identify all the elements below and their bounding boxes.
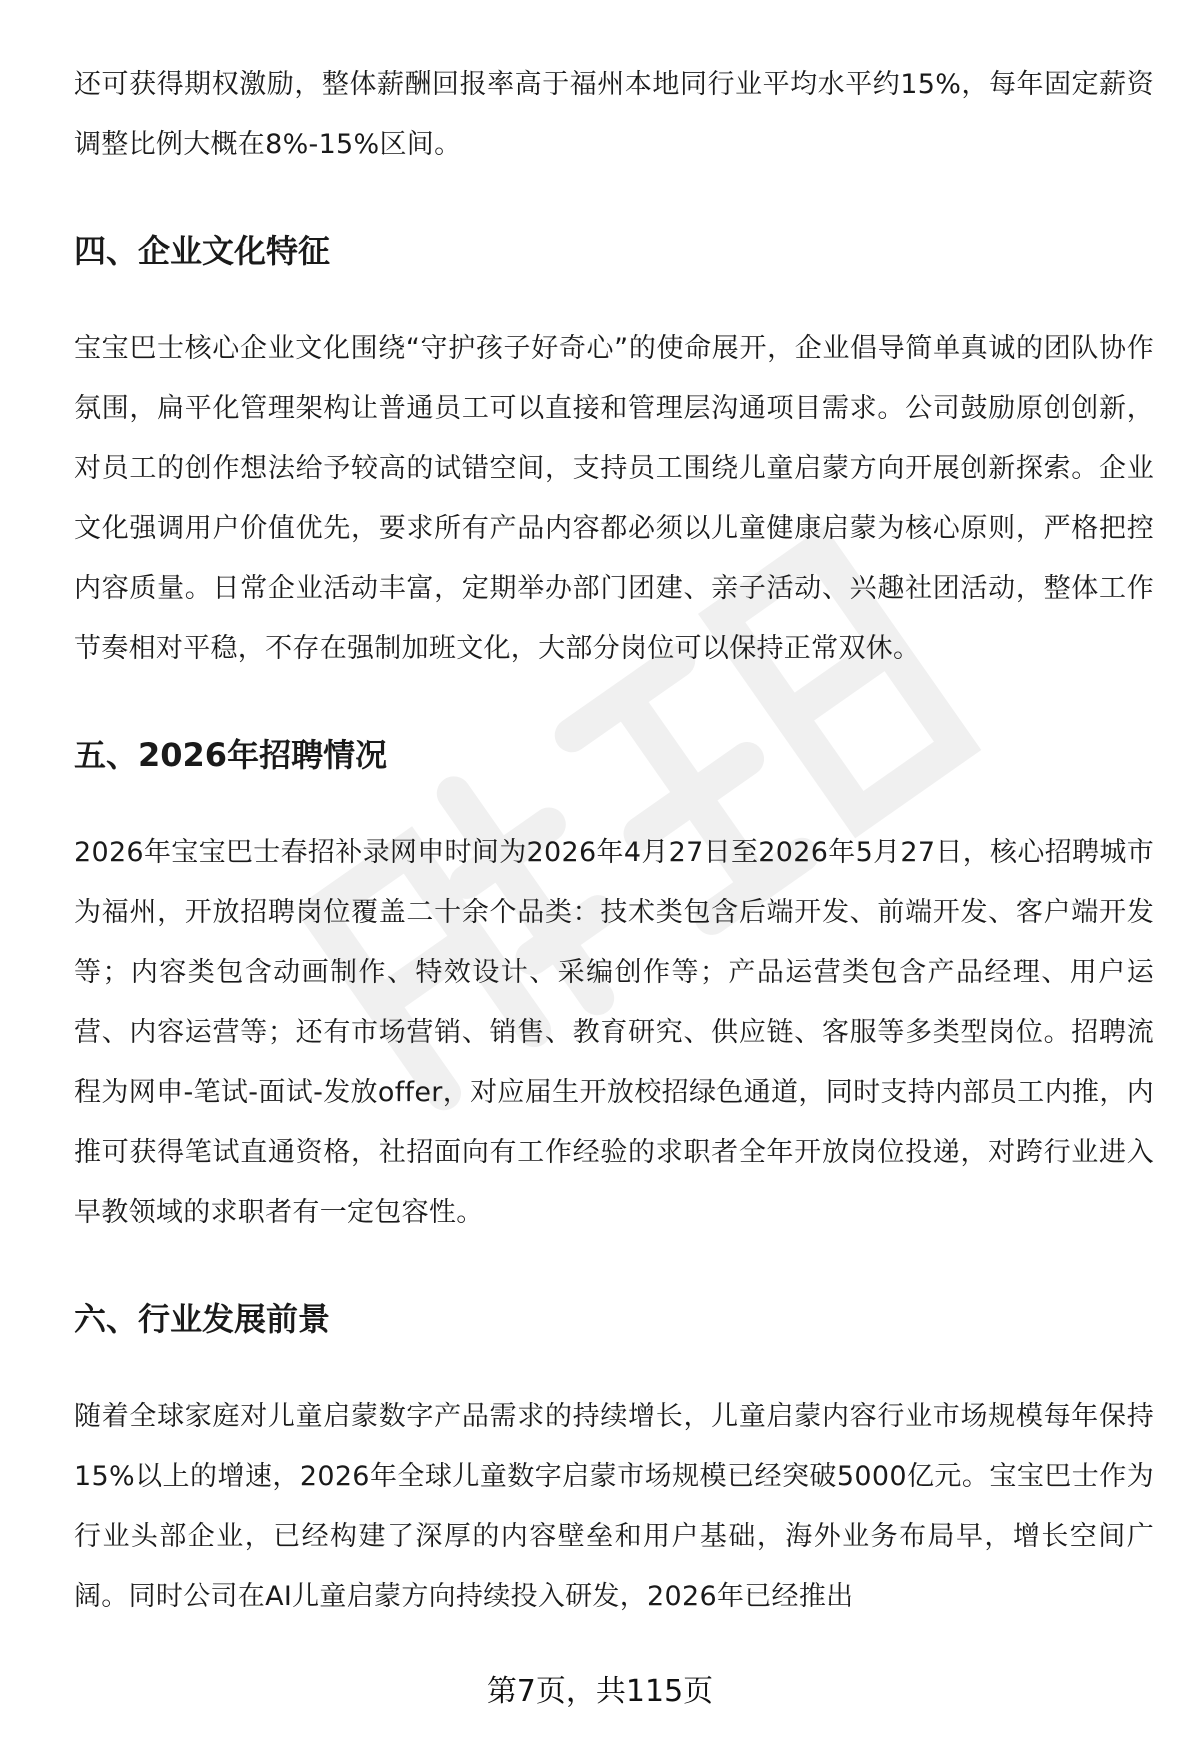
section-4-paragraph: 宝宝巴士核心企业文化围绕“守护孩子好奇心”的使命展开，企业倡导简单真诚的团队协作氛围，扁平化管理架构让普通员工可以直接和管理层沟通项目需求。公司鼓励原创创新，对员工的创作想法给予较高的试错空间，支持员工围绕儿童启蒙方向开展创新探索。企业文化强调用户价值优先，要求所有产品内容都必须以儿童健康启蒙为核心原则，严格把控内容质量。日常企业活动丰富，定期举办部门团建、亲子活动、兴趣社团活动，整体工作节奏相对平稳，不存在强制加班文化，大部分岗位可以保持正常双休。 (74, 333, 1154, 664)
section-6-paragraph: 随着全球家庭对儿童启蒙数字产品需求的持续增长，儿童启蒙内容行业市场规模每年保持15%以上的增速，2026年全球儿童数字启蒙市场规模已经突破5000亿元。宝宝巴士作为行业头部企业，已经构建了深厚的内容壁垒和用户基础，海外业务布局早，增长空间广阔。同时公司在AI儿童启蒙方向持续投入研发，2026年已经推出 (74, 1401, 1154, 1612)
section-6-heading: 六、行业发展前景 (74, 1300, 331, 1338)
section-4-heading: 四、企业文化特征 (74, 232, 331, 270)
page-number: 第7页，共115页 (486, 1674, 714, 1709)
intro-paragraph: 还可获得期权激励，整体薪酬回报率高于福州本地同行业平均水平约15%，每年固定薪资调整比例大概在8%-15%区间。 (74, 69, 1154, 160)
section-5-heading: 五、2026年招聘情况 (74, 736, 388, 774)
document-body (74, 55, 1154, 1627)
section-5-paragraph: 2026年宝宝巴士春招补录网申时间为2026年4月27日至2026年5月27日，核心招聘城市为福州，开放招聘岗位覆盖二十余个品类：技术类包含后端开发、前端开发、客户端开发等；内容类包含动画制作、特效设计、采编创作等；产品运营类包含产品经理、用户运营、内容运营等；还有市场营销、销售、教育研究、供应链、客服等多类型岗位。招聘流程为网申-笔试-面试-发放offer，对应届生开放校招绿色通道，同时支持内部员工内推，内推可获得笔试直通资格，社招面向有工作经验的求职者全年开放岗位投递，对跨行业进入早教领域的求职者有一定包容性。 (74, 837, 1154, 1228)
